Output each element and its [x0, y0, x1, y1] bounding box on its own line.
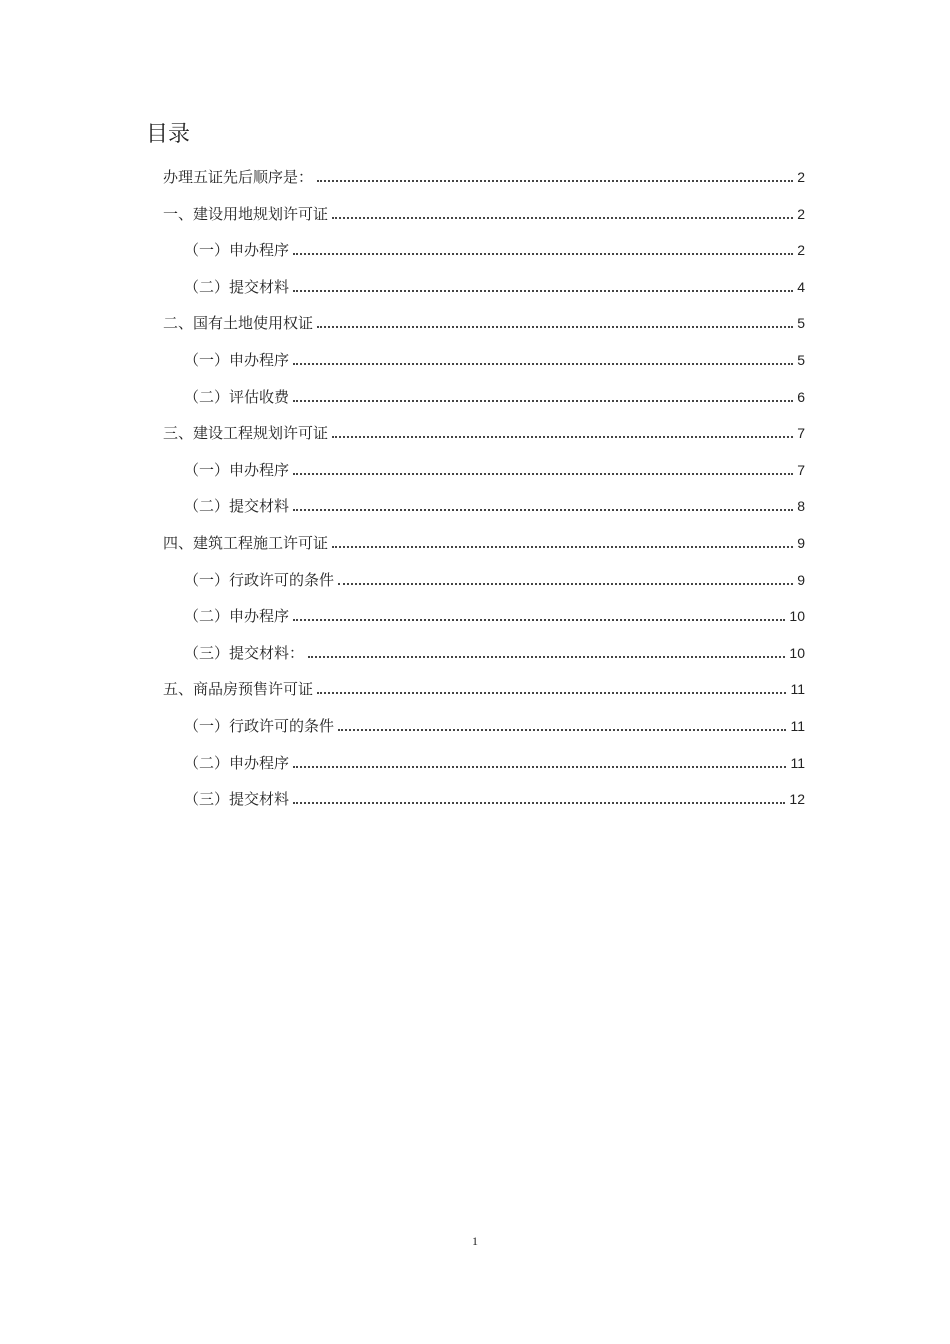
toc-entry-page: 7: [797, 425, 805, 442]
toc-title: 目录: [146, 122, 191, 147]
toc-dot-leader: [293, 400, 793, 402]
toc-dot-leader: [293, 253, 793, 255]
toc-dot-leader: [317, 692, 786, 694]
toc-entry-text: （一）申办程序: [184, 460, 290, 479]
toc-dot-leader: [317, 326, 793, 328]
toc-entry[interactable]: [184, 712, 805, 736]
toc-entry-text: （二）申办程序: [184, 753, 290, 772]
toc-dot-leader: [332, 436, 793, 438]
toc-entry-text: （一）申办程序: [184, 351, 290, 369]
toc-entry-text: 一、建设用地规划许可证: [163, 204, 329, 223]
toc-entry-page: 6: [797, 388, 805, 405]
toc-entry-page: 9: [797, 571, 805, 588]
toc-entry-page: 5: [797, 352, 805, 368]
toc-dot-leader: [293, 619, 785, 621]
toc-entry[interactable]: [184, 566, 805, 590]
toc-dot-leader: [332, 217, 793, 219]
toc-entry-page: 7: [797, 461, 805, 478]
toc-entry[interactable]: [163, 163, 805, 187]
toc-entry-text: （二）提交材料: [184, 277, 290, 296]
toc-dot-leader: [293, 363, 793, 365]
toc-entry[interactable]: [184, 273, 805, 297]
toc-dot-leader: [308, 656, 785, 658]
toc-entry-page: 8: [797, 498, 805, 515]
toc-entry[interactable]: [163, 200, 805, 224]
toc-entry-text: 四、建筑工程施工许可证: [163, 534, 329, 552]
toc-entry-text: （二）评估收费: [184, 387, 290, 406]
toc-entry[interactable]: [184, 346, 805, 370]
toc-dot-leader: [293, 473, 793, 475]
toc-entry-text: 办理五证先后顺序是：: [163, 168, 314, 186]
toc-entry-text: （二）提交材料: [184, 497, 290, 516]
toc-dot-leader: [338, 583, 793, 585]
toc-entry-page: 11: [790, 681, 805, 698]
toc-entry-text: （一）行政许可的条件: [184, 570, 335, 589]
toc-entry-page: 9: [797, 535, 805, 551]
toc-entry-page: 2: [797, 169, 805, 185]
toc-entry-page: 2: [797, 242, 805, 259]
toc-entry[interactable]: [184, 383, 805, 407]
toc-entry-page: 12: [789, 791, 805, 808]
toc-entry[interactable]: [163, 675, 805, 699]
toc-entry-page: 10: [789, 644, 805, 661]
toc-entry[interactable]: [184, 785, 805, 809]
toc-entry-text: （一）行政许可的条件: [184, 717, 335, 735]
toc-entry[interactable]: [163, 419, 805, 443]
toc-dot-leader: [293, 802, 785, 804]
toc-entry-page: 5: [797, 315, 805, 332]
toc-entry-page: 4: [797, 278, 805, 295]
toc-entry[interactable]: [163, 309, 805, 333]
toc-entry[interactable]: [184, 236, 805, 260]
toc-entry-page: 10: [789, 608, 805, 625]
toc-dot-leader: [293, 766, 786, 768]
toc-entry-text: （二）申办程序: [184, 607, 290, 626]
toc-entry-text: （三）提交材料：: [184, 643, 305, 662]
toc-dot-leader: [332, 546, 793, 548]
toc-entry[interactable]: [163, 529, 805, 553]
toc-entry[interactable]: [184, 639, 805, 663]
toc-dot-leader: [293, 509, 793, 511]
toc-dot-leader: [338, 729, 786, 731]
toc-entry-page: 11: [790, 718, 805, 734]
toc-dot-leader: [293, 290, 793, 292]
toc-entry-text: （一）申办程序: [184, 241, 290, 260]
toc-entry-text: 五、商品房预售许可证: [163, 680, 314, 699]
toc-entry[interactable]: [184, 602, 805, 626]
toc-entry-text: 二、国有土地使用权证: [163, 314, 314, 333]
toc-entry[interactable]: [184, 492, 805, 516]
toc-entry-page: 2: [797, 205, 805, 222]
toc-entry-page: 11: [790, 754, 805, 771]
toc-entry[interactable]: [184, 456, 805, 480]
toc-dot-leader: [317, 180, 793, 182]
toc-entry[interactable]: [184, 749, 805, 773]
toc-entry-text: 三、建设工程规划许可证: [163, 424, 329, 443]
toc-entry-text: （三）提交材料: [184, 790, 290, 809]
page-number: 1: [472, 1234, 478, 1248]
